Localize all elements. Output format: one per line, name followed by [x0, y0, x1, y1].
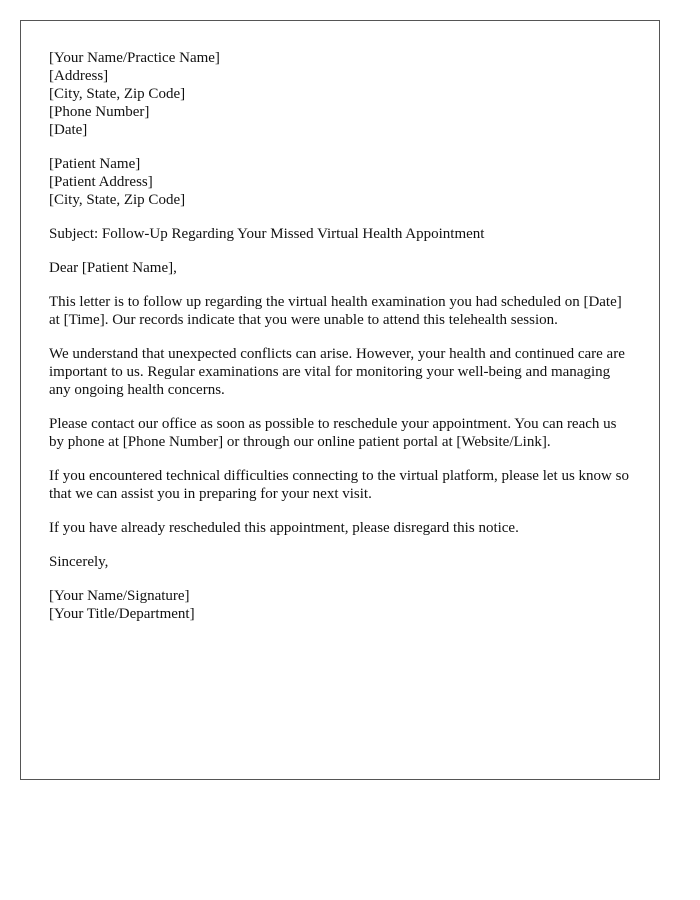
letter-date: [Date] [49, 122, 88, 138]
paragraph-technical: If you encountered technical difficulties connecting to the virtual platform, please let us know so that we can assist you in preparing for your next visit. [49, 468, 629, 502]
paragraph-importance: We understand that unexpected conflicts can arise. However, your health and continued care are important to us. Regular examinations are vital for monitoring your well-being and managing any ongoing health concerns. [49, 346, 625, 398]
signature-block [49, 587, 629, 623]
closing: Sincerely, [49, 554, 109, 570]
paragraph-disregard: If you have already rescheduled this appointment, please disregard this notice. [49, 520, 519, 536]
sender-address: [Address] [49, 68, 109, 84]
recipient-block [49, 155, 629, 209]
sender-block [49, 49, 629, 139]
recipient-name: [Patient Name] [49, 156, 141, 172]
signature-title: [Your Title/Department] [49, 606, 195, 622]
subject-line: Subject: Follow-Up Regarding Your Missed Virtual Health Appointment [49, 226, 485, 242]
sender-phone: [Phone Number] [49, 104, 150, 120]
paragraph-reschedule: Please contact our office as soon as possible to reschedule your appointment. You can reach us by phone at [Phone Number] or through our online patient portal at [Website/Link]. [49, 416, 617, 450]
signature-name: [Your Name/Signature] [49, 588, 190, 604]
sender-city: [City, State, Zip Code] [49, 86, 186, 102]
recipient-address: [Patient Address] [49, 174, 153, 190]
salutation: Dear [Patient Name], [49, 260, 177, 276]
recipient-city: [City, State, Zip Code] [49, 192, 186, 208]
letter-page [20, 20, 660, 780]
paragraph-missed-appointment: This letter is to follow up regarding the virtual health examination you had scheduled on [Date] at [Time]. Our records indicate that you were unable to attend this telehealth session. [49, 294, 622, 328]
letter-body [49, 49, 629, 639]
sender-name: [Your Name/Practice Name] [49, 50, 220, 66]
